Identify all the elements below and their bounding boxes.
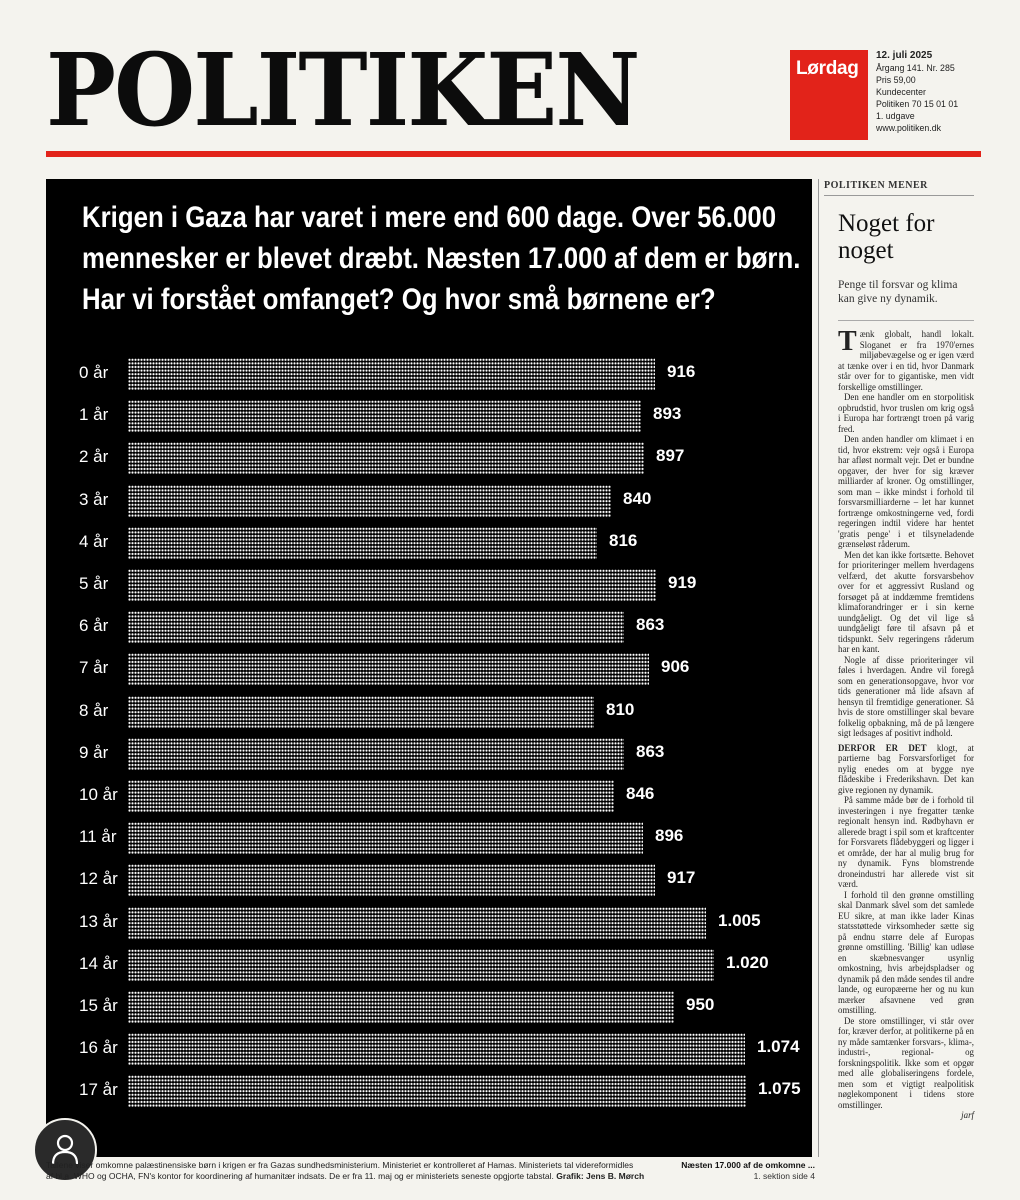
body-paragraph: Den ene handler om en storpolitisk opbrudstid, hvor truslen om krig også i Europa har fortrængt troen på varig fred. (838, 392, 974, 434)
value-label: 863 (636, 741, 665, 761)
caption-text: af bl.a. WHO og OCHA, FN's kontor for koordinering af humanitær indsats. De er fra 11. maj og er ministeriets seneste opgjorte tabstal. (46, 1171, 554, 1181)
bar (128, 653, 649, 685)
value-label: 816 (609, 530, 638, 550)
chart-row (46, 736, 812, 772)
bar (128, 611, 624, 643)
chart-row (46, 440, 812, 476)
chart-row (46, 567, 812, 603)
bar (128, 485, 611, 517)
caption-line (46, 1171, 646, 1182)
age-label: 13 år (79, 911, 118, 931)
author-signature: jarf (961, 1110, 974, 1120)
bar (128, 569, 656, 601)
paragraph-text: klogt, at partierne bag Forsvarsforliget for nylig enedes om at bygge nye flådeskibe i Frederikshavn. Det kan give regionen ny dynamik. (838, 742, 974, 795)
editorial-deck: Penge til forsvar og klima kan give ny dynamik. (838, 279, 958, 305)
value-label: 896 (655, 826, 684, 846)
value-label: 916 (667, 362, 696, 381)
masthead-divider (46, 151, 981, 157)
headline-line: mennesker er blevet dræbt. Næsten 17.000 af dem er børn. (82, 242, 801, 275)
issue-price: Pris 59,00 (876, 75, 916, 85)
bar (128, 1033, 745, 1065)
value-label: 1.020 (726, 952, 769, 972)
editorial-divider (838, 320, 974, 321)
body-paragraph: I forhold til den grønne omstilling skal Danmark såvel som det samlede EU sikre, at man ikke lader Kinas statsstøttede virksomheder sætte sig på endnu større dele af Europas grønne omstilling. 'Billig' kan udløse en skæbnesvanger usynlig omkostning, hvis arbejdspladser og dynamik på den måde sendes til andre lande, og europæerne her og nu kun mærker afsavnene ved grøn omstilling. (838, 889, 974, 1015)
bar (128, 991, 674, 1023)
chart-row (46, 1073, 812, 1109)
bar (128, 822, 643, 854)
chart-row (46, 905, 812, 941)
graphic-caption (46, 1160, 646, 1182)
age-label: 9 år (79, 742, 109, 762)
age-label: 4 år (79, 531, 109, 551)
chart-row (46, 1031, 812, 1067)
graphic-credit: Grafik: Jens B. Mørch (556, 1171, 645, 1181)
value-label: 846 (626, 784, 655, 803)
age-label: 3 år (79, 489, 109, 509)
bar (128, 949, 714, 981)
bar (128, 442, 644, 474)
bar (128, 907, 706, 939)
issue-edition: 1. udgave (876, 111, 915, 121)
bar (128, 1075, 746, 1107)
body-paragraph: Den anden handler om klimaet i en tid, hvor ekstrem: vejr også i Europa har afløst normalt vejr. Det er bundne opgaver, der hver for sig kræver milliarder af kroner. Og omstillinger, som man – ikke mindst i forhold til forsvarsmilliarderne – let har kunnet fortrænge omkostningerne ved, fordi regeringen indtil videre har hentet 'gratis penge' i et tilsyneladende grænseløst råderum. (838, 434, 974, 549)
value-label: 1.005 (718, 910, 761, 930)
age-label: 2 år (79, 447, 109, 467)
chart-row (46, 694, 812, 730)
editorial-kicker: POLITIKEN MENER (824, 180, 974, 196)
body-paragraph: Men det kan ikke fortsætte. Behovet for prioriteringer mellem hverdagens velfærd, det akutte forsvarsbehov over for et aggressivt Rusland og forsøget på at inddæmme fremtidens klimaforandringer er i sin kerne uundgåeligt. Og det vil lige så uundgåeligt føre til afsavn på et tidspunkt. Selv regeringens råderum har en kant. (838, 549, 974, 654)
age-label: 5 år (79, 574, 109, 593)
chart-row (46, 356, 812, 392)
age-label: 0 år (79, 363, 109, 382)
paragraph-text: ænk globalt, handl lokalt. Sloganet er fra 1970'ernes miljøbevægelse og er igen værd at tænke over i en tid, hvor Danmark står over for to gigantiske, men vidt forskellige omstillinger. (838, 329, 974, 392)
bar (128, 527, 597, 559)
value-label: 810 (606, 699, 635, 719)
caption-line: Tallene viser omkomne palæstinensiske børn i krigen er fra Gazas sundhedsministerium. Ministeriet er kontrolleret af Hamas. Ministeriets tal videreformidles (46, 1160, 634, 1170)
value-label: 897 (656, 446, 685, 466)
bar (128, 696, 594, 728)
value-label: 917 (667, 868, 696, 888)
lead-in: DERFOR ER DET (838, 742, 927, 753)
body-paragraph: Nogle af disse prioriteringer vil føles i hverdagen. Andre vil foregå som en generationsopgave, hvor vor tids generationer må lide afsavn af hensyn til fremtidige generationer. Så hvis de store omstillinger skal bevare folkelig opbakning, må de på længere sigt ledsages af positivt indhold. (838, 654, 974, 738)
chart-row (46, 820, 812, 856)
chart-row (46, 989, 812, 1025)
dropcap: T (838, 326, 857, 357)
reference-title: Næsten 17.000 af de omkomne ... (681, 1160, 815, 1170)
age-label: 7 år (79, 658, 109, 678)
value-label: 906 (661, 657, 690, 677)
newspaper-logo[interactable]: POLITIKEN (46, 31, 639, 149)
bar (128, 358, 655, 390)
headline-line: Har vi forstået omfanget? Og hvor små børnene er? (82, 283, 716, 316)
masthead (46, 31, 981, 149)
day-label: Lørdag (796, 58, 859, 79)
body-paragraph: De store omstillinger, vi står over for, kræver derfor, at politikerne på en ny måde samtænker forsvars-, klima-, industri-, regional- og forskningspolitik. Ikke som et opgør med alle globaliseringens fordele, men som et vigtigt realpolitisk nøglekomponent i tidens store omstillinger. (838, 1015, 974, 1110)
chart-row (46, 483, 812, 519)
value-label: 1.074 (757, 1037, 800, 1057)
value-label: 893 (653, 404, 682, 424)
value-label: 919 (668, 573, 697, 592)
service-phone: Politiken 70 15 01 01 (876, 99, 959, 109)
editorial-column (824, 180, 974, 1121)
age-label: 1 år (79, 405, 109, 425)
value-label: 950 (686, 995, 715, 1014)
issue-volume: Årgang 141. Nr. 285 (876, 63, 955, 73)
issue-date: 12. juli 2025 (876, 50, 933, 61)
age-label: 11 år (79, 827, 117, 847)
bar (128, 400, 641, 432)
chart-row (46, 651, 812, 687)
article-reference[interactable] (650, 1160, 815, 1182)
headline-line: Krigen i Gaza har varet i mere end 600 dage. Over 56.000 (82, 201, 777, 234)
body-paragraph (838, 743, 974, 796)
age-label: 10 år (79, 785, 118, 804)
age-label: 12 år (79, 869, 118, 889)
infographic-panel (46, 179, 812, 1157)
editorial-title[interactable]: Noget for noget (838, 210, 935, 264)
chart-row (46, 609, 812, 645)
feature-headline[interactable] (82, 197, 801, 320)
bar (128, 864, 655, 896)
website-link[interactable]: www.politiken.dk (876, 123, 942, 133)
editorial-body (838, 326, 974, 1121)
issue-info (876, 50, 986, 134)
age-label: 15 år (79, 996, 118, 1015)
chart-row (46, 947, 812, 983)
age-label: 16 år (79, 1038, 118, 1058)
value-label: 1.075 (758, 1079, 801, 1099)
chart-row (46, 862, 812, 898)
body-paragraph (838, 326, 974, 392)
day-badge (790, 50, 868, 140)
age-label: 6 år (79, 616, 109, 636)
value-label: 863 (636, 615, 665, 635)
chart-row (46, 525, 812, 561)
bar (128, 738, 624, 770)
age-label: 17 år (79, 1080, 118, 1100)
age-label: 8 år (79, 700, 109, 720)
value-label: 840 (623, 488, 652, 508)
age-label: 14 år (79, 953, 118, 973)
body-paragraph: På samme måde bør de i forhold til investeringen i nye fregatter tænke regionalt hensyn ind. Rødbyhavn er allerede bragt i spil som et kraftcenter for Forsvarets flådebyggeri og ligger i et område, der har al mulig brug for ny dynamik. Fyns blomstrende droneindustri har allerede vist sit værd. (838, 795, 974, 889)
reference-page: 1. sektion side 4 (753, 1171, 815, 1181)
chart-row (46, 398, 812, 434)
bar (128, 780, 614, 812)
chart-row (46, 778, 812, 814)
service-label: Kundecenter (876, 87, 926, 97)
column-divider (818, 179, 819, 1157)
